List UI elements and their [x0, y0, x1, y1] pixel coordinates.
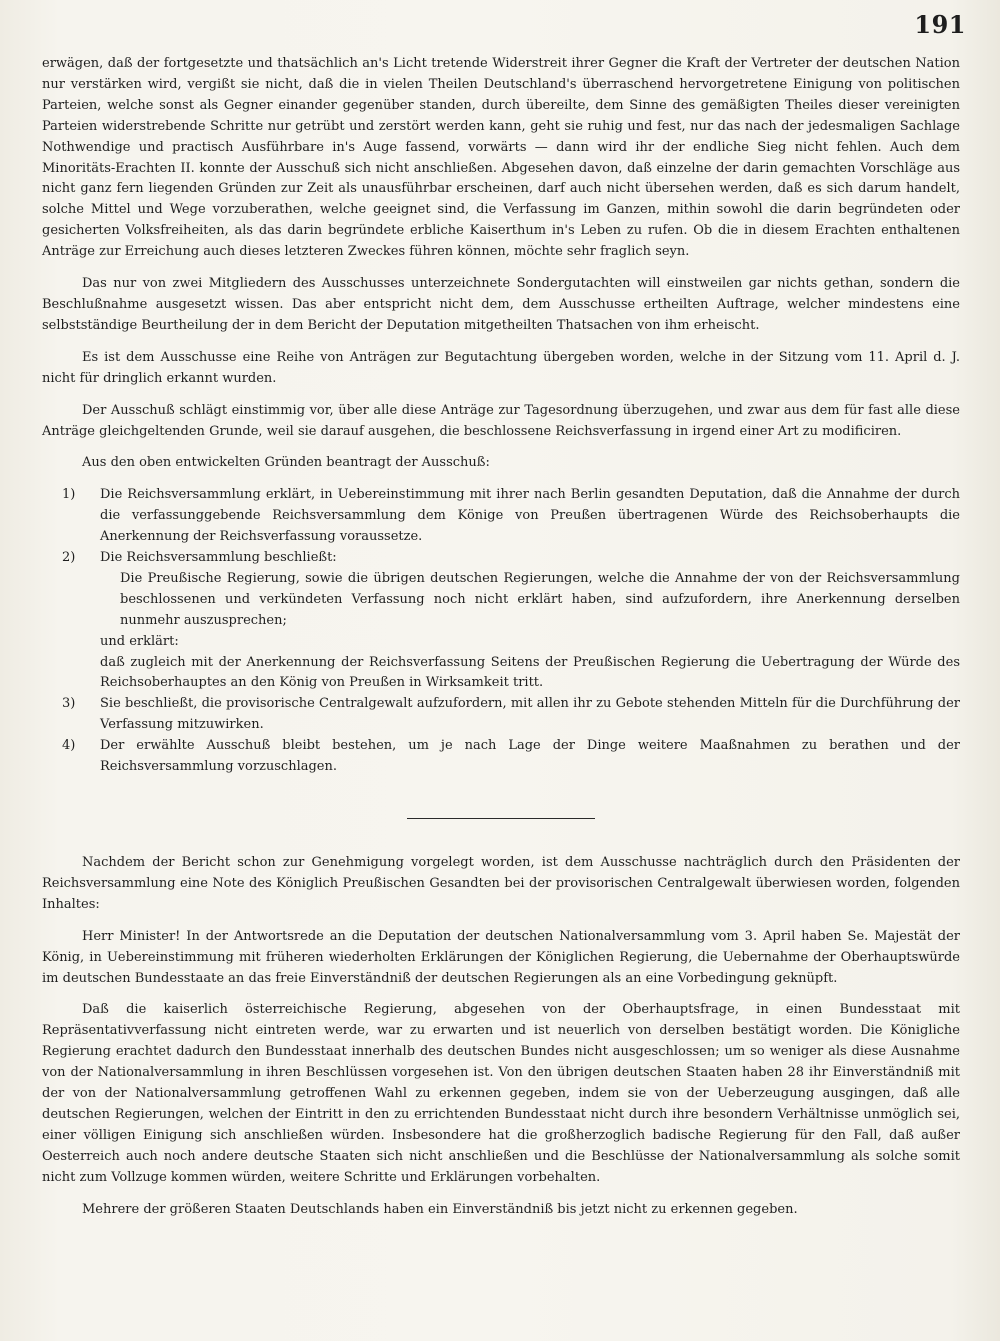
- paragraph-note-herr-minister: Herr Minister! In der Antwortsrede an die Deputation der deutschen Nationalversammlung vom 3. April haben Se. Majestät der König, in Uebereinstimmung mit früheren wiederholten Erklärungen der Königlichen Regierung, die Uebernahme der Oberhauptswürde im deutschen Bundesstaate an das freie Einverständniß der deutschen Regierungen als an eine Vorbedingung geknüpft.: [42, 928, 960, 986]
- motion-number: 4): [62, 738, 76, 754]
- motion-2-subclause: Die Preußische Regierung, sowie die übrigen deutschen Regierungen, welche die Annahme der von der Reichsversammlung beschlossenen und verkündeten Verfassung noch nicht erklärt haben, sind aufzufordern, ihre Anerkennung derselben nunmehr auszusprechen;: [120, 570, 960, 628]
- motion-item-1: [42, 485, 960, 548]
- paragraph-continuation: erwägen, daß der fortgesetzte und thatsächlich an's Licht tretende Widerstreit ihrer Gegner die Kraft der Vertreter der deutschen Nation nur verstärken wird, vergißt sie nicht, daß die in vielen Theilen Deutschland's überraschend hervorgetretene Einigung von politischen Parteien, welche sonst als Gegner einander gegenüber standen, durch übereilte, dem Sinne des gemäßigten Theiles dieser vereinigten Parteien widerstrebende Schritte nur getrübt und zerstört werden kann, geht sie ruhig und fest, nur das nach der jedesmaligen Sachlage Nothwendige und practisch Ausführbare in's Auge fassend, vorwärts — dann wird ihr der endliche Sieg nicht fehlen. Auch dem Minoritäts-Erachten II. konnte der Ausschuß sich nicht anschließen. Abgesehen davon, daß einzelne der darin gemachten Vorschläge aus nicht ganz fern liegenden Gründen zur Zeit als unausführbar erscheinen, darf auch nicht übersehen werden, daß es sich darum handelt, solche Mittel und Wege vorzuberathen, welche geeignet sind, die Verfassung im Ganzen, mithin sowohl die darin begründeten oder gesicherten Volksfreiheiten, als das darin begründete erbliche Kaiserthum in's Leben zu rufen. Ob die in diesem Erachten enthaltenen Anträge zur Erreichung auch dieses letzteren Zweckes führen können, möchte sehr fraglich seyn.: [42, 56, 960, 260]
- paragraph-tagesordnung: Der Ausschuß schlägt einstimmig vor, über alle diese Anträge zur Tagesordnung überzugehen, und zwar aus dem für fast alle diese Anträge gleichgeltenden Grunde, weil sie darauf ausgehen, die beschlossene Reichsverfassung in irgend einer Art zu modificiren.: [42, 402, 960, 439]
- page-body: [42, 54, 960, 1221]
- motion-item-4: [42, 736, 960, 778]
- paragraph-sondergutachten: Das nur von zwei Mitgliedern des Ausschusses unterzeichnete Sondergutachten will einstweilen gar nichts gethan, sondern die Beschlußnahme ausgesetzt wissen. Das aber entspricht nicht dem, dem Ausschusse ertheilten Auftrage, welcher mindestens eine selbstständige Beurtheilung der in dem Bericht der Deputation mitgetheilten Thatsachen von ihm erheischt.: [42, 276, 960, 333]
- paragraph-antraege: Es ist dem Ausschusse eine Reihe von Anträgen zur Begutachtung übergeben worden, welche in der Sitzung vom 11. April d. J. nicht für dringlich erkannt wurden.: [42, 349, 960, 386]
- motion-text: Die Reichsversammlung beschließt:: [100, 550, 337, 566]
- paragraph-note-mehrere: Mehrere der größeren Staaten Deutschlands haben ein Einverständniß bis jetzt nicht zu erkennen gegeben.: [82, 1201, 798, 1217]
- paragraph-beantragt: Aus den oben entwickelten Gründen beantragt der Ausschuß:: [82, 455, 490, 471]
- motion-number: 3): [62, 696, 76, 712]
- paragraph-note-intro: Nachdem der Bericht schon zur Genehmigung vorgelegt worden, ist dem Ausschusse nachträglich durch den Präsidenten der Reichsversammlung eine Note des Königlich Preußischen Gesandten bei der provisorischen Centralgewalt überwiesen worden, folgenden Inhaltes:: [42, 855, 960, 912]
- motion-text: Die Reichsversammlung erklärt, in Uebereinstimmung mit ihrer nach Berlin gesandten Deputation, daß die Annahme der durch die verfassunggebende Reichsversammlung dem Könige von Preußen übertragenen Würde des Reichsoberhaupts die Anerkennung der Reichsverfassung voraussetze.: [100, 487, 960, 545]
- motion-2-subclause-2: daß zugleich mit der Anerkennung der Reichsverfassung Seitens der Preußischen Regierung die Uebertragung der Würde des Reichsoberhauptes an den König von Preußen in Wirksamkeit tritt.: [100, 654, 960, 691]
- motion-2-and-declares: und erklärt:: [100, 633, 179, 649]
- page-number: 191: [914, 10, 966, 39]
- motion-text: Sie beschließt, die provisorische Centralgewalt aufzufordern, mit allen ihr zu Gebote stehenden Mitteln für die Durchführung der Verfassung mitzuwirken.: [100, 696, 960, 733]
- motion-item-2: [42, 548, 960, 569]
- motion-number: 2): [62, 550, 76, 566]
- paragraph-note-oesterreich: Daß die kaiserlich österreichische Regierung, abgesehen von der Oberhauptsfrage, in einen Bundesstaat mit Repräsentativverfassung nicht eintreten werde, war zu erwarten und ist neuerlich von derselben bestätigt worden. Die Königliche Regierung erachtet dadurch den Bundesstaat innerhalb des deutschen Bundes nicht ausgeschlossen; um so weniger als diese Ausnahme von der Nationalversammlung in ihren Beschlüssen vorgesehen ist. Von den übrigen deutschen Staaten haben 28 ihr Einverständniß mit der von der Nationalversammlung getroffenen Wahl zu erkennen gegeben, indem sie von der Ueberzeugung ausgingen, daß alle deutschen Regierungen, welchen der Eintritt in den zu errichtenden Bundesstaat nicht durch ihre besondern Verhältnisse unmöglich sei, einer völligen Einigung sich anschließen würden. Insbesondere hat die großherzoglich badische Regierung für den Fall, daß außer Oesterreich auch noch andere deutsche Staaten sich nicht anschließen und die Beschlüsse der Nationalversammlung als solche somit nicht zum Vollzuge kommen würden, weitere Schritte und Erklärungen vorbehalten.: [42, 1002, 960, 1185]
- motion-text: Der erwählte Ausschuß bleibt bestehen, um je nach Lage der Dinge weitere Maaßnahmen zu berathen und der Reichsversammlung vorzuschlagen.: [100, 738, 960, 775]
- section-divider: [407, 818, 595, 819]
- motion-item-3: [42, 694, 960, 736]
- motion-number: 1): [62, 487, 76, 503]
